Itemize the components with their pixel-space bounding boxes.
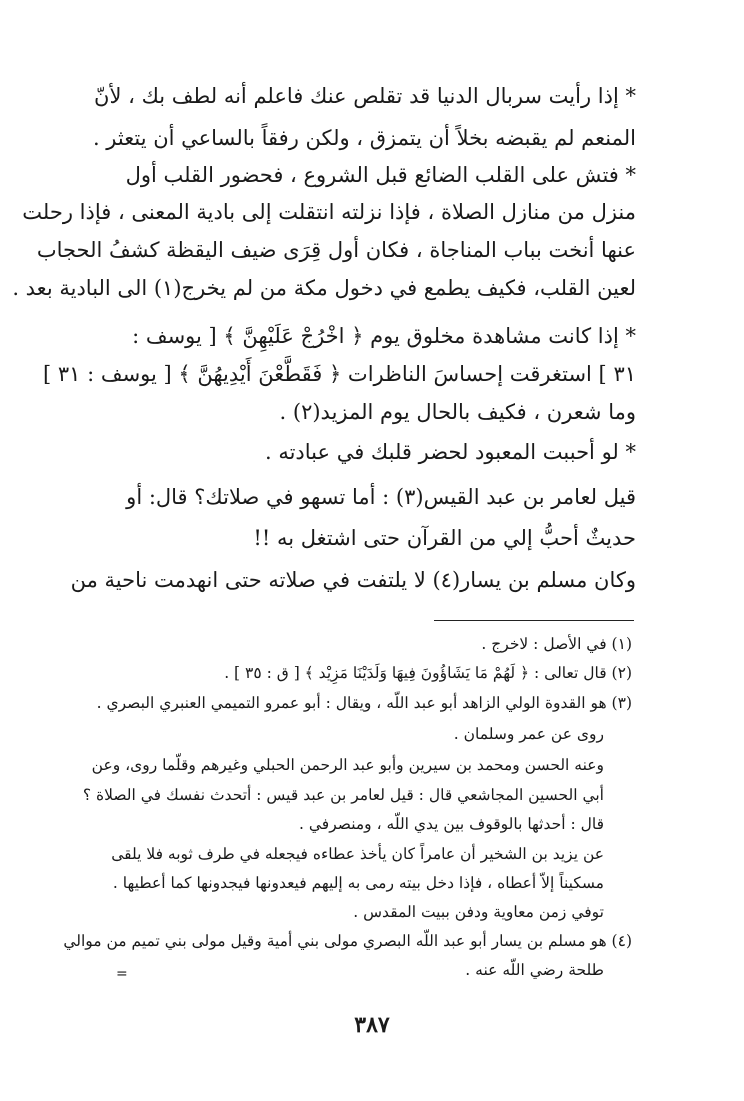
footnote-3-line-8: توفي زمن معاوية ودفن ببيت المقدس .: [353, 903, 604, 921]
main-text-line-12: حديثٌ أحبُّ إلي من القرآن حتى اشتغل به !!: [253, 526, 636, 550]
main-text-line-2: المنعم لم يقبضه بخلاً أن يتمزق ، ولكن رفقاً بالساعي أن يتعثر .: [92, 126, 636, 150]
footnote-3-line-7: مسكيناً إلاّ أعطاه ، فإذا دخل بيته رمى به إليهم فيعدونها فيجدونها كما أعطيها .: [112, 874, 604, 892]
footnote-3-line-6: عن يزيد بن الشخير أن عامراً كان يأخذ عطاءه فيجعله في طرف ثوبه فلا يلقى: [111, 845, 604, 863]
main-text-line-5: عنها أنخت بباب المناجاة ، فكان أول قِرَى ضيف اليقظة كشفُ الحجاب: [36, 238, 636, 262]
main-text-line-8: ٣١ ] استغرقت إحساسَ الناظرات ﴿ فَقَطَّعْنَ أَيْدِيهُنَّ ﴾ [ يوسف : ٣١ ]: [42, 362, 636, 386]
footnote-1: (١) في الأصل : لاخرج .: [481, 635, 632, 653]
footnote-3-line-4: أبي الحسين المجاشعي قال : قيل لعامر بن عبد قيس : أتحدث نفسك في الصلاة ؟: [82, 786, 604, 804]
main-text-line-9: وما شعرن ، فكيف بالحال يوم المزيد(٢) .: [279, 400, 636, 424]
footnote-divider: [434, 620, 634, 621]
page-number: ٣٨٧: [354, 1012, 390, 1038]
main-text-line-1: * إذا رأيت سربال الدنيا قد تقلص عنك فاعلم أنه لطف بك ، لأنّ: [94, 84, 636, 108]
footnote-3-line-2: روى عن عمر وسلمان .: [453, 725, 604, 743]
main-text-line-6: لعين القلب، فكيف يطمع في دخول مكة من لم يخرج(١) الى البادية بعد .: [12, 276, 636, 300]
main-text-line-11: قيل لعامر بن عبد القيس(٣) : أما تسهو في صلاتك؟ قال: أو: [126, 485, 636, 509]
main-text-line-3: * فتش على القلب الضائع قبل الشروع ، فحضور القلب أول: [125, 163, 636, 187]
main-text-line-13: وكان مسلم بن يسار(٤) لا يلتفت في صلاته حتى انهدمت ناحية من: [70, 568, 636, 592]
main-text-line-4: منزل من منازل الصلاة ، فإذا نزلته انتقلت إلى بادية المعنى ، فإذا رحلت: [22, 200, 636, 224]
margin-mark: =: [116, 966, 128, 982]
footnote-4: (٤) هو مسلم بن يسار أبو عبد اللّه البصري مولى بني أمية وقيل مولى بني تميم من موالي: [63, 932, 632, 950]
footnote-4-line-2: طلحة رضي اللّه عنه .: [465, 961, 604, 979]
main-text-line-7: * إذا كانت مشاهدة مخلوق يوم ﴿ اخْرُجْ عَلَيْهِنَّ ﴾ [ يوسف :: [132, 324, 636, 348]
footnote-3-line-3: وعنه الحسن ومحمد بن سيرين وأبو عبد الرحمن الحبلي وغيرهم وقلّما روى، وعن: [91, 756, 604, 774]
main-text-line-10: * لو أحببت المعبود لحضر قلبك في عبادته .: [264, 440, 636, 464]
footnote-3: (٣) هو القدوة الولي الزاهد أبو عبد اللّه ، ويقال : أبو عمرو التميمي العنبري البصري .: [96, 694, 632, 712]
footnote-3-line-5: قال : أحدثها بالوقوف بين يدي اللّه ، ومنصرفي .: [299, 815, 604, 833]
footnote-2: (٢) قال تعالى : ﴿ لَهُمْ مَا يَشَاؤُونَ فِيهَا وَلَدَيْنَا مَزِيْد ﴾ [ ق : ٣٥ ] .: [224, 664, 632, 682]
